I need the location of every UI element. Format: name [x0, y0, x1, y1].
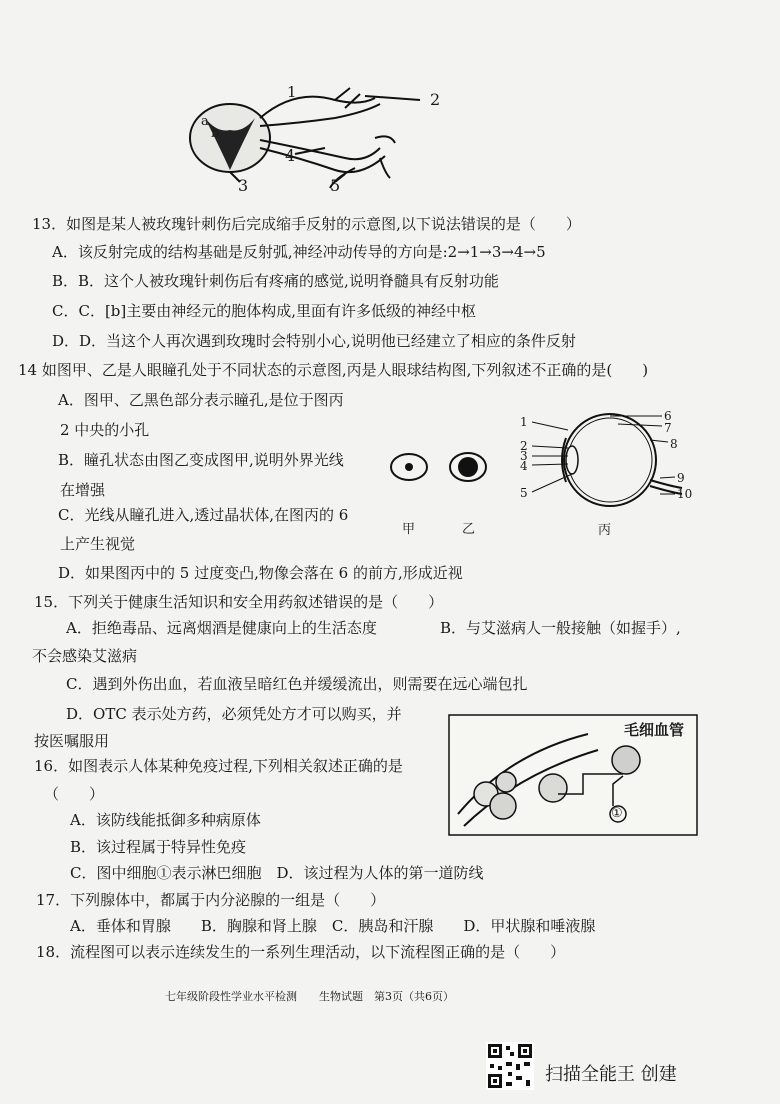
pupil-jia-figure — [386, 452, 432, 482]
fig13-label-3: 3 — [238, 176, 249, 195]
eye-label-9: 9 — [677, 471, 685, 485]
eye-label-7: 7 — [664, 421, 672, 435]
q13-stem: 13．如图是某人被玫瑰针刺伤后完成缩手反射的示意图,以下说法错误的是（ ） — [32, 215, 581, 233]
q14-option-d: D．如果图丙中的 5 过度变凸,物像会落在 6 的前方,形成近视 — [58, 564, 463, 582]
q15-option-d-cont: 按医嘱服用 — [34, 732, 110, 750]
q17-options: A．垂体和胃腺 B．胸腺和肾上腺 C．胰岛和汗腺 D．甲状腺和唾液腺 — [70, 917, 596, 935]
eye-label-4: 4 — [520, 459, 528, 473]
eye-label-1: 1 — [520, 415, 528, 429]
q16-option-c-d: C．图中细胞①表示淋巴细胞 D．该过程为人体的第一道防线 — [70, 864, 484, 882]
scanner-watermark: 扫描全能王 创建 — [545, 1064, 677, 1085]
eye-label-10: 10 — [677, 487, 693, 501]
fig13-label-2: 2 — [430, 90, 441, 109]
q14-option-a: A．图甲、乙黑色部分表示瞳孔,是位于图丙 — [58, 391, 344, 409]
eye-label-8: 8 — [670, 437, 678, 451]
q13-option-c: C．C．[b]主要由神经元的胞体构成,里面有许多低级的神经中枢 — [52, 302, 477, 320]
fig-label-yi: 乙 — [462, 522, 476, 537]
fig13-label-1: 1 — [287, 83, 297, 101]
q16-stem-blank: （ ） — [44, 785, 105, 803]
eyeball-figure — [510, 408, 693, 523]
q15-option-d: D．OTC 表示处方药，必须凭处方才可以购买，并 — [66, 705, 402, 723]
q14-option-b-cont: 在增强 — [60, 481, 106, 499]
fig13-label-a: a — [201, 114, 209, 129]
immune-figure-marker: ① — [611, 806, 623, 821]
q14-stem: 14 如图甲、乙是人眼瞳孔处于不同状态的示意图,丙是人眼球结构图,下列叙述不正确的是( ) — [18, 361, 649, 379]
eye-label-2: 2 — [520, 439, 528, 453]
eye-label-6: 6 — [664, 409, 672, 423]
qr-code-icon — [486, 1042, 534, 1090]
q15-option-a: A．拒绝毒品、远离烟酒是健康向上的生活态度 — [66, 619, 377, 637]
q15-option-b: B．与艾滋病人一般接触（如握手）, — [440, 619, 681, 637]
reflex-arc-figure — [185, 78, 455, 198]
q15-option-b-cont: 不会感染艾滋病 — [32, 647, 138, 665]
q13-option-a: A．该反射完成的结构基础是反射弧,神经冲动传导的方向是:2→1→3→4→5 — [52, 243, 546, 261]
q13-option-d: D．D．当这个人再次遇到玫瑰时会特别小心,说明他已经建立了相应的条件反射 — [52, 332, 576, 350]
q15-stem: 15．下列关于健康生活知识和安全用药叙述错误的是（ ） — [34, 593, 444, 611]
eye-label-5: 5 — [520, 486, 528, 500]
q16-option-b: B．该过程属于特异性免疫 — [70, 838, 247, 856]
fig-label-jia: 甲 — [402, 522, 416, 537]
fig13-label-b: b — [211, 126, 220, 141]
fig13-label-4: 4 — [285, 146, 296, 165]
q14-option-a-cont: 2 中央的小孔 — [60, 421, 150, 439]
page-footer: 七年级阶段性学业水平检测 生物试题 第3页（共6页） — [165, 990, 454, 1003]
q13-option-b: B．B．这个人被玫瑰针刺伤后有疼痛的感觉,说明脊髓具有反射功能 — [52, 272, 499, 290]
fig-label-bing: 丙 — [598, 523, 612, 538]
q14-option-b: B．瞳孔状态由图乙变成图甲,说明外界光线 — [58, 451, 344, 469]
q18-stem: 18．流程图可以表示连续发生的一系列生理活动，以下流程图正确的是（ ） — [36, 943, 566, 961]
fig13-label-5: 5 — [330, 176, 341, 195]
q16-option-a: A．该防线能抵御多种病原体 — [70, 811, 261, 829]
eye-label-3: 3 — [520, 449, 528, 463]
q14-option-c: C．光线从瞳孔进入,透过晶状体,在图丙的 6 — [58, 506, 349, 524]
q15-option-c: C．遇到外伤出血，若血液呈暗红色并缓缓流出，则需要在远心端包扎 — [66, 675, 528, 693]
q17-stem: 17．下列腺体中，都属于内分泌腺的一组是（ ） — [36, 891, 386, 909]
q16-stem: 16．如图表示人体某种免疫过程,下列相关叙述正确的是 — [34, 757, 403, 775]
pupil-yi-figure — [446, 450, 490, 484]
immune-figure-title: 毛细血管 — [624, 721, 685, 739]
q14-option-c-cont: 上产生视觉 — [60, 535, 136, 553]
